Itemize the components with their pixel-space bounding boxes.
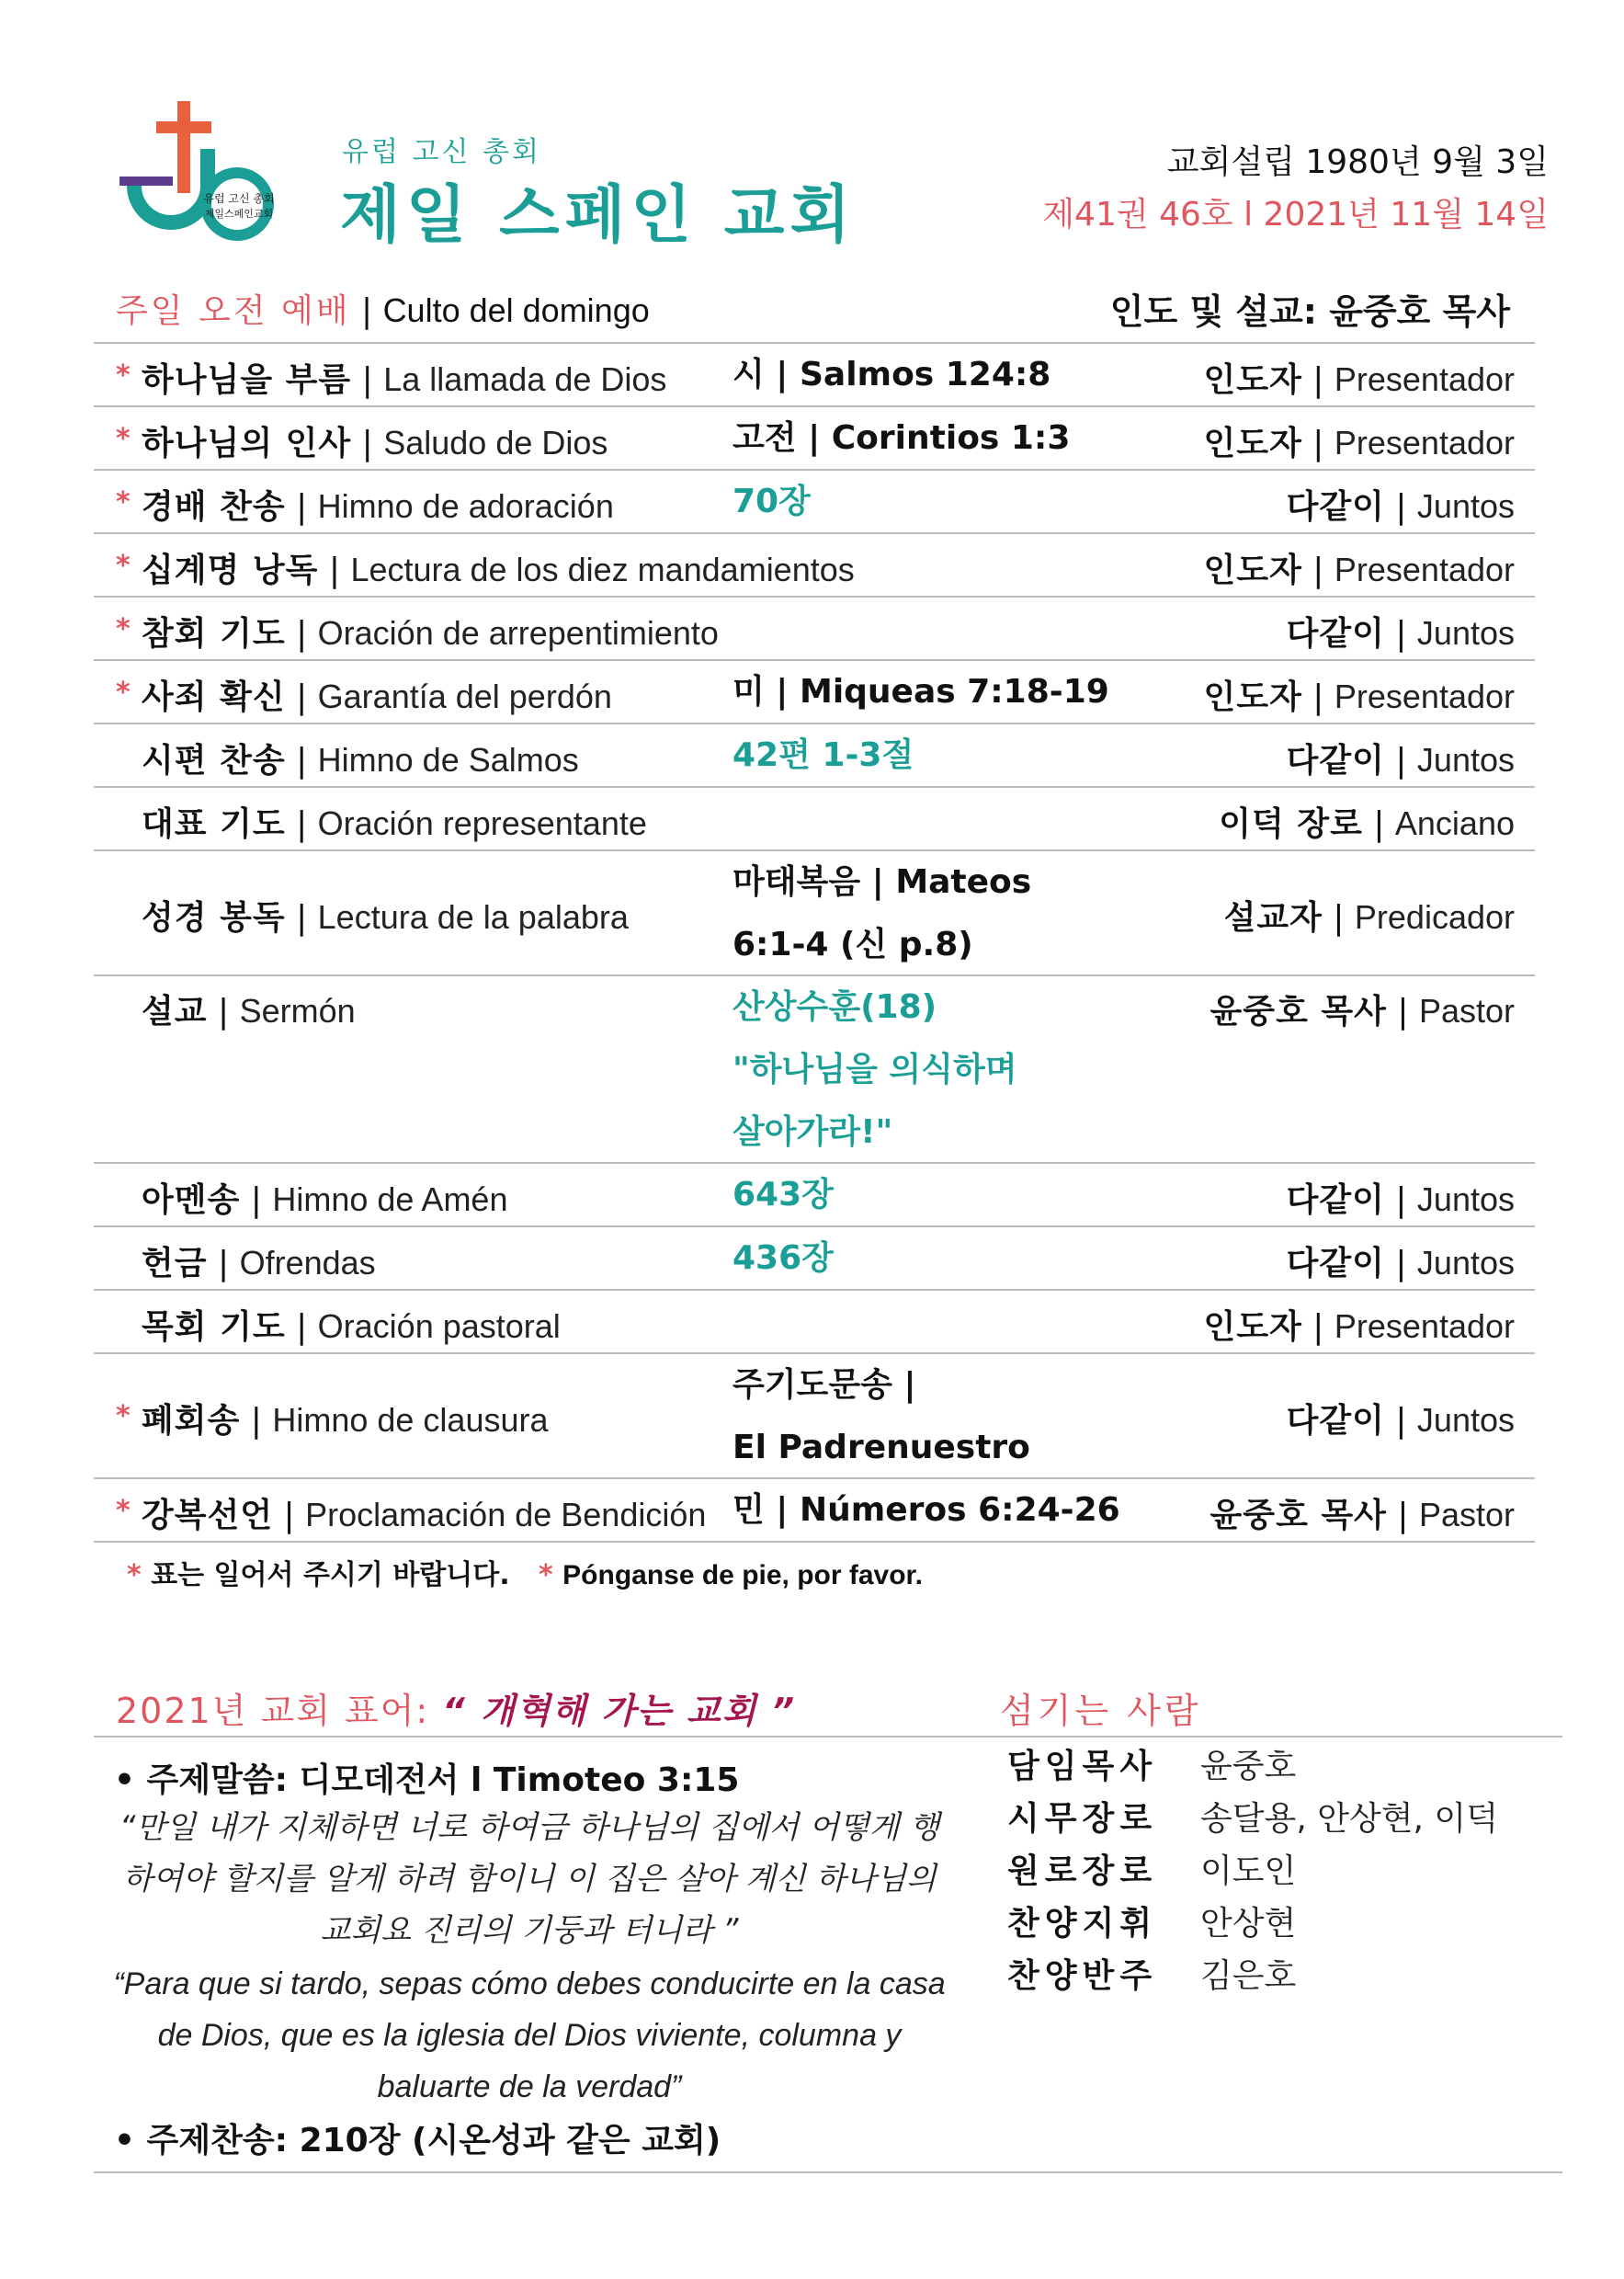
standing-marker: * — [116, 359, 131, 392]
order-item-reference: 산상수훈(18) "하나님을 의식하며 살아가라!" — [733, 988, 1017, 1151]
theme-hymn: • 주제찬송: 210장 (시온성과 같은 교회) — [114, 2122, 721, 2159]
order-item-leader: 윤중호 목사 | Pastor — [1209, 992, 1515, 1031]
church-motto: 2021년 교회 표어: “ 개혁해 가는 교회 ” — [116, 1691, 797, 1731]
order-item-leader: 인도자 | Presentador — [1203, 550, 1515, 589]
order-item-label: 시편 찬송 | Himno de Salmos — [142, 740, 579, 780]
order-row — [94, 661, 1535, 724]
order-item-reference: 436장 — [733, 1239, 834, 1277]
order-item-label: 경배 찬송 | Himno de adoración — [142, 486, 614, 526]
servant-row — [1007, 1738, 1498, 1790]
standing-marker: * — [116, 676, 131, 709]
order-item-leader: 이덕 장로 | Anciano — [1219, 803, 1515, 843]
order-item-label: 설교 | Sermón — [142, 992, 356, 1031]
standing-note: * 표는 일어서 주시기 바랍니다. * Pónganse de pie, por favor. — [127, 1559, 923, 1591]
order-item-leader: 인도자 | Presentador — [1203, 359, 1515, 399]
order-row — [94, 976, 1535, 1164]
servant-names: 김은호 — [1200, 1957, 1297, 1995]
order-item-leader: 다같이 | Juntos — [1286, 613, 1515, 653]
issue-number: 제41권 46호 l 2021년 11월 14일 — [1042, 196, 1549, 234]
servant-role: 찬양지휘 — [1007, 1905, 1158, 1943]
order-row — [94, 788, 1535, 851]
svg-text:제일스페인교회: 제일스페인교회 — [204, 208, 274, 220]
servants-title: 섬기는 사람 — [1000, 1691, 1202, 1731]
servant-role: 찬양반주 — [1007, 1957, 1158, 1995]
theme-verse-korean: “만일 내가 지체하면 너로 하여금 하나님의 집에서 어떻게 행하여야 할지를 알게 하려 함이니 이 집은 살아 계신 하나님의 교회요 진리의 기둥과 터니라 ” — [119, 1809, 940, 1949]
divider — [94, 2171, 1562, 2173]
order-item-leader: 다같이 | Juntos — [1286, 1179, 1515, 1219]
org-title: 제일 스페인 교회 — [340, 179, 857, 252]
order-item-reference: 42편 1-3절 — [733, 736, 914, 774]
order-item-label: 헌금 | Ofrendas — [142, 1243, 376, 1282]
order-item-reference: 미 | Miqueas 7:18-19 — [733, 673, 1109, 711]
service-title: 주일 오전 예배 | Culto del domingo — [116, 291, 650, 330]
servant-names: 이도인 — [1200, 1852, 1297, 1890]
order-item-leader: 다같이 | Juntos — [1286, 740, 1515, 780]
order-row — [94, 1479, 1535, 1543]
order-item-label: 성경 봉독 | Lectura de la palabra — [142, 898, 629, 937]
servant-names: 송달용, 안상현, 이덕 — [1200, 1800, 1498, 1838]
order-item-leader: 설교자 | Predicador — [1223, 898, 1515, 937]
order-item-label: 하나님을 부름 | La llamada de Dios — [142, 359, 667, 399]
order-item-reference: 70장 — [733, 483, 811, 520]
servant-row — [1007, 1790, 1498, 1842]
founded-date: 교회설립 1980년 9월 3일 — [1166, 143, 1549, 181]
logo-text: 유럽 고신 총회 — [203, 192, 275, 205]
standing-marker: * — [116, 422, 131, 455]
order-item-leader: 윤중호 목사 | Pastor — [1209, 1495, 1515, 1534]
order-item-label: 사죄 확신 | Garantía del perdón — [142, 677, 612, 716]
church-logo — [119, 101, 303, 257]
order-item-label: 강복선언 | Proclamación de Bendición — [142, 1495, 707, 1534]
order-item-label: 목회 기도 | Oración pastoral — [142, 1306, 561, 1346]
servant-names: 안상현 — [1200, 1905, 1297, 1943]
theme-verse-title: • 주제말씀: 디모데전서 l Timoteo 3:15 — [114, 1761, 740, 1799]
order-row — [94, 851, 1535, 976]
order-item-label: 아멘송 | Himno de Amén — [142, 1179, 508, 1219]
order-item-label: 십계명 낭독 | Lectura de los diez mandamientos — [142, 550, 855, 589]
org-subtitle: 유럽 고신 총회 — [342, 136, 541, 168]
servant-role: 원로장로 — [1007, 1852, 1158, 1890]
order-row — [94, 1227, 1535, 1291]
order-row — [94, 1354, 1535, 1479]
servant-role: 담임목사 — [1007, 1748, 1158, 1785]
order-item-leader: 다같이 | Juntos — [1286, 486, 1515, 526]
servant-row — [1007, 1895, 1498, 1947]
service-leader: 인도 및 설교: 윤중호 목사 — [1109, 291, 1510, 332]
order-item-reference: 민 | Números 6:24-26 — [733, 1491, 1120, 1529]
order-item-leader: 인도자 | Presentador — [1203, 1306, 1515, 1346]
order-row — [94, 1164, 1535, 1227]
order-item-label: 대표 기도 | Oración representante — [142, 803, 647, 843]
order-row — [94, 471, 1535, 534]
standing-marker: * — [116, 1400, 131, 1432]
order-item-reference: 주기도문송 | El Padrenuestro — [733, 1366, 1030, 1466]
order-item-leader: 다같이 | Juntos — [1286, 1401, 1515, 1440]
servant-row — [1007, 1842, 1498, 1895]
standing-marker: * — [116, 549, 131, 582]
standing-marker: * — [116, 1494, 131, 1527]
servant-row — [1007, 1947, 1498, 2000]
order-row — [94, 344, 1535, 407]
order-item-reference: 마태복음 | Mateos 6:1-4 (신 p.8) — [733, 863, 1032, 963]
standing-marker: * — [116, 612, 131, 645]
order-item-reference: 643장 — [733, 1176, 834, 1214]
order-item-label: 하나님의 인사 | Saludo de Dios — [142, 423, 608, 462]
order-item-reference: 고전 | Corintios 1:3 — [733, 419, 1071, 457]
order-item-reference: 시 | Salmos 124:8 — [733, 356, 1051, 393]
order-item-label: 참회 기도 | Oración de arrepentimiento — [142, 613, 719, 653]
order-row — [94, 1291, 1535, 1354]
standing-marker: * — [116, 485, 131, 518]
order-item-leader: 다같이 | Juntos — [1286, 1243, 1515, 1282]
order-item-leader: 인도자 | Presentador — [1203, 677, 1515, 716]
theme-verse-spanish: “Para que si tardo, sepas cómo debes conducirte en la casa de Dios, que es la iglesia del Dios viviente, columna y baluarte de la verdad” — [113, 1966, 946, 2104]
servants-list — [1007, 1738, 1498, 2000]
servant-role: 시무장로 — [1007, 1800, 1158, 1838]
order-of-worship — [94, 342, 1535, 1543]
order-item-label: 폐회송 | Himno de clausura — [142, 1401, 549, 1440]
order-row — [94, 534, 1535, 598]
order-item-leader: 인도자 | Presentador — [1203, 423, 1515, 462]
order-row — [94, 724, 1535, 788]
order-row — [94, 407, 1535, 471]
order-row — [94, 598, 1535, 661]
servant-names: 윤중호 — [1200, 1748, 1297, 1785]
